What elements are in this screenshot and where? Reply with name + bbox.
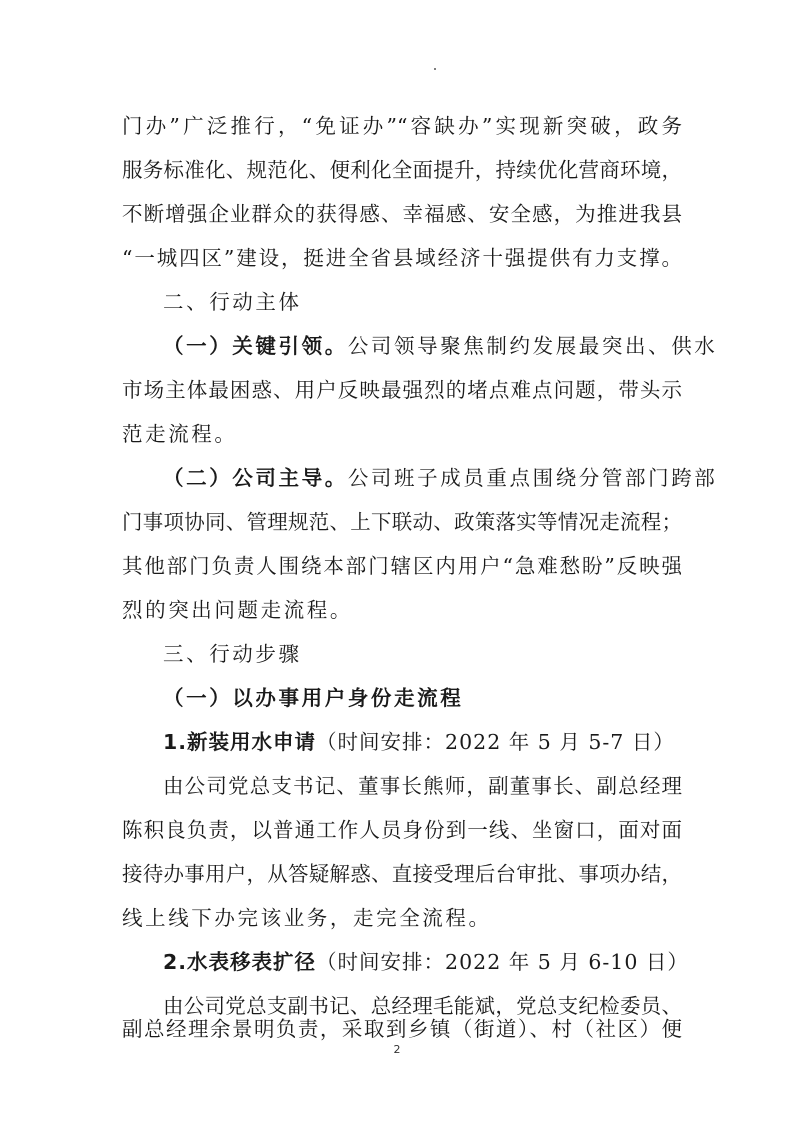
section-2-para-1-line-3: 范走流程。 <box>122 422 238 446</box>
section-2-para-1-lead: （一）关键引领。 <box>163 334 348 358</box>
section-3-heading: 三、行动步骤 <box>163 642 302 666</box>
section-2-para-1-line-1 <box>163 332 718 360</box>
section-2-para-2-line-2: 门事项协同、管理规范、上下联动、政策落实等情况走流程； <box>122 510 682 534</box>
intro-line-1: 门办”广泛推行，“免证办”“容缺办”实现新突破，政务 <box>122 114 682 138</box>
page-number: 2 <box>393 1043 401 1056</box>
section-3-subheading-1: （一）以办事用户身份走流程 <box>163 686 464 710</box>
section-2-para-2-line-3: 其他部门负责人围绕本部门辖区内用户“急难愁盼”反映强 <box>122 554 682 578</box>
item-2-time: （时间安排：2022 年 5 月 6-10 日） <box>316 950 689 974</box>
section-2-heading: 二、行动主体 <box>163 290 302 314</box>
item-2-line-1: 由公司党总支副书记、总经理毛能斌，党总支纪检委员、 <box>163 994 682 1018</box>
intro-line-4: “一城四区”建设，挺进全省县域经济十强提供有力支撑。 <box>122 246 682 270</box>
item-1-line-3: 接待办事用户，从答疑解惑、直接受理后台审批、事项办结， <box>122 862 682 886</box>
item-2-title: 2.水表移表扩径 <box>163 950 317 974</box>
item-1-time: （时间安排：2022 年 5 月 5-7 日） <box>316 730 675 754</box>
item-2-line-2: 副总经理余景明负责，采取到乡镇（街道）、村（社区）便 <box>122 1017 682 1041</box>
intro-line-3: 不断增强企业群众的获得感、幸福感、安全感，为推进我县 <box>122 202 682 226</box>
section-2-para-2-text: 公司班子成员重点围绕分管部门跨部 <box>347 466 718 490</box>
item-2-title-line <box>163 948 689 976</box>
section-2-para-1-line-2: 市场主体最困惑、用户反映最强烈的堵点难点问题，带头示 <box>122 378 682 402</box>
item-1-title: 1.新装用水申请 <box>163 730 317 754</box>
item-1-line-1: 由公司党总支书记、董事长熊师，副董事长、副总经理 <box>163 774 682 798</box>
section-2-para-2-line-1 <box>163 464 718 492</box>
item-1-title-line <box>163 728 682 756</box>
section-2-para-2-lead: （二）公司主导。 <box>163 466 348 490</box>
section-2-para-2-line-4: 烈的突出问题走流程。 <box>122 598 353 622</box>
item-1-line-2: 陈积良负责，以普通工作人员身份到一线、坐窗口，面对面 <box>122 818 682 842</box>
section-2-para-1-text: 公司领导聚焦制约发展最突出、供水 <box>347 334 718 358</box>
item-1-line-4: 线上线下办完该业务，走完全流程。 <box>122 906 492 930</box>
intro-line-2: 服务标准化、规范化、便利化全面提升，持续优化营商环境， <box>122 158 682 182</box>
scan-speck <box>434 68 436 70</box>
